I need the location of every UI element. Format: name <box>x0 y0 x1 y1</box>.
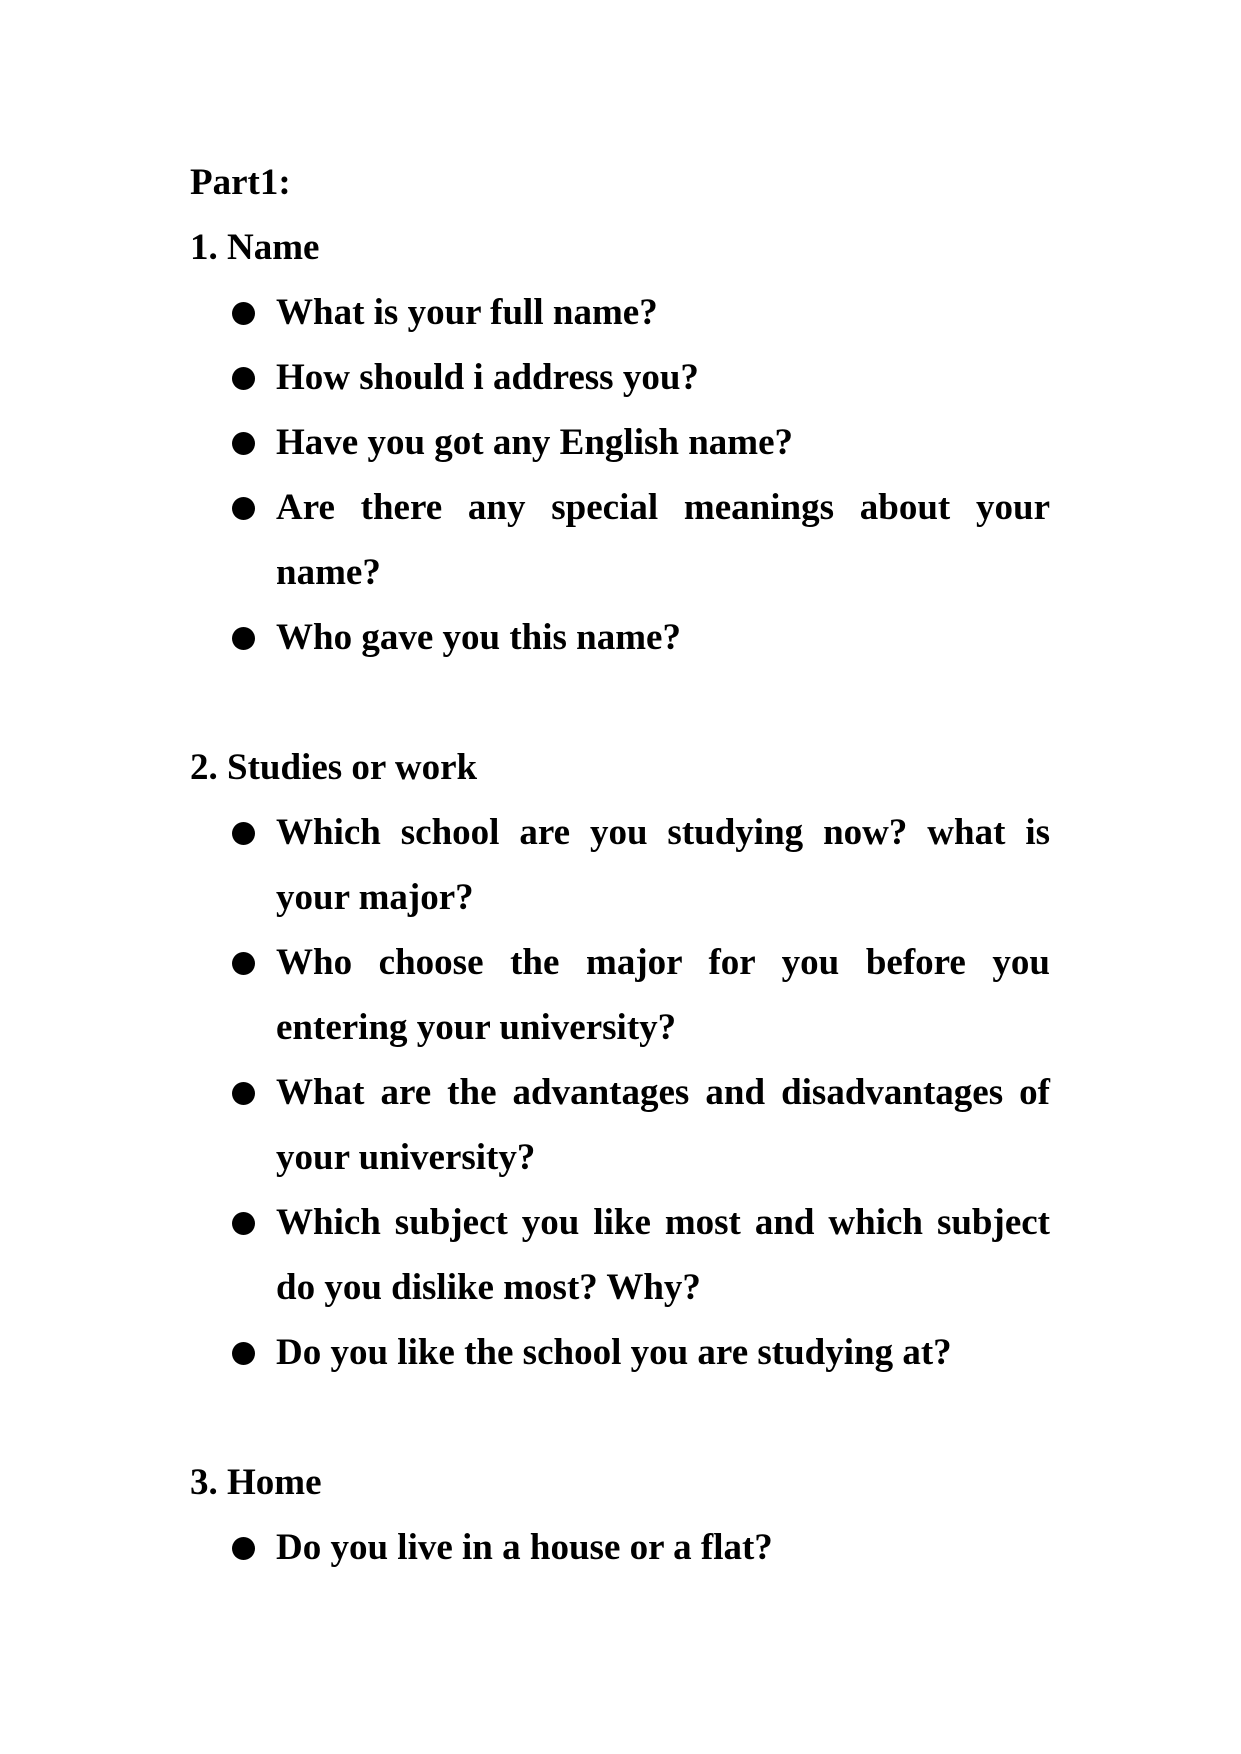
section-home <box>190 1450 1050 1580</box>
bullet-icon <box>232 302 255 325</box>
question-item <box>190 410 1050 475</box>
document-page <box>190 150 1050 1580</box>
question-item <box>190 800 1050 930</box>
part-title: Part1: <box>190 162 291 203</box>
bullet-icon <box>232 367 255 390</box>
bullet-icon <box>232 1212 255 1235</box>
question-item <box>190 930 1050 1060</box>
question-text: Are there any special meanings about your name? <box>276 487 1050 593</box>
question-item <box>190 345 1050 410</box>
question-text: Who gave you this name? <box>276 617 681 658</box>
question-item <box>190 475 1050 605</box>
bullet-icon <box>232 1082 255 1105</box>
question-list <box>190 280 1050 670</box>
bullet-icon <box>232 1342 255 1365</box>
question-text: What is your full name? <box>276 292 658 333</box>
question-item <box>190 1320 1050 1385</box>
bullet-icon <box>232 627 255 650</box>
section-heading: 2. Studies or work <box>190 747 478 788</box>
question-text: Who choose the major for you before you entering your university? <box>276 942 1050 1048</box>
section-studies-or-work <box>190 735 1050 1385</box>
question-item <box>190 1060 1050 1190</box>
bullet-icon <box>232 822 255 845</box>
question-item <box>190 1190 1050 1320</box>
bullet-icon <box>232 432 255 455</box>
question-list <box>190 800 1050 1385</box>
question-item <box>190 1515 1050 1580</box>
section-heading: 1. Name <box>190 227 320 268</box>
section-name <box>190 215 1050 670</box>
bullet-icon <box>232 952 255 975</box>
question-item <box>190 605 1050 670</box>
question-text: Do you live in a house or a flat? <box>276 1527 773 1568</box>
question-text: What are the advantages and disadvantages of your university? <box>276 1072 1050 1178</box>
question-text: Have you got any English name? <box>276 422 794 463</box>
section-heading: 3. Home <box>190 1462 322 1503</box>
question-text: Which subject you like most and which subject do you dislike most? Why? <box>276 1202 1050 1308</box>
question-text: Do you like the school you are studying at? <box>276 1332 952 1373</box>
question-item <box>190 280 1050 345</box>
bullet-icon <box>232 1537 255 1560</box>
bullet-icon <box>232 497 255 520</box>
question-list <box>190 1515 1050 1580</box>
question-text: Which school are you studying now? what is your major? <box>276 812 1050 918</box>
question-text: How should i address you? <box>276 357 699 398</box>
